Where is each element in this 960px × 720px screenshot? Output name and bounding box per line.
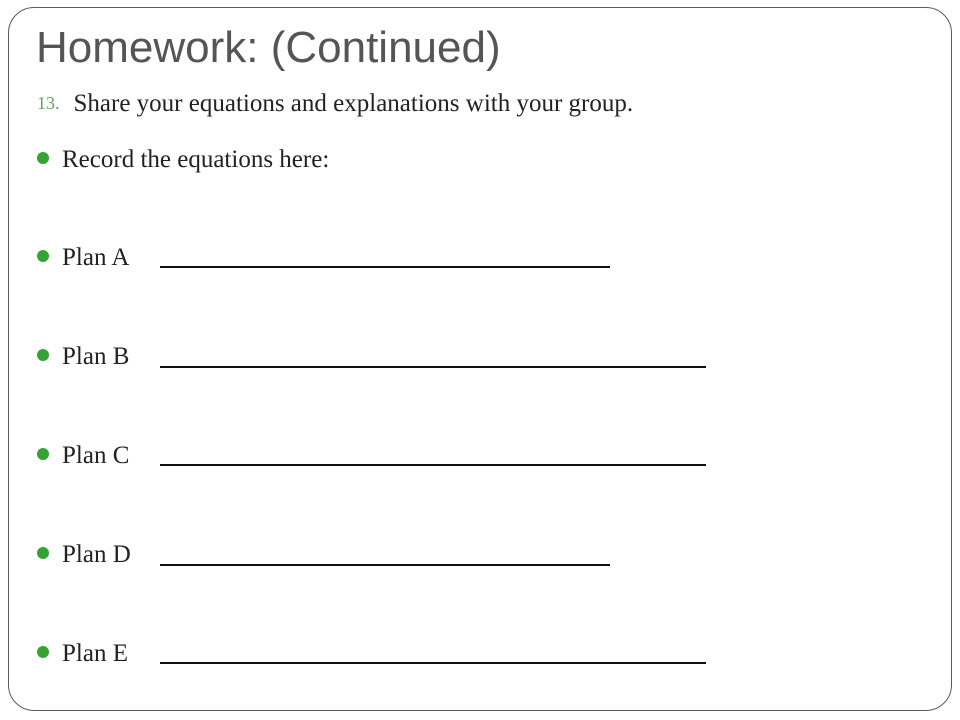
instruction-text: Record the equations here: bbox=[62, 146, 330, 173]
bullet-icon bbox=[37, 448, 49, 460]
bullet-icon bbox=[37, 547, 49, 559]
bullet-icon bbox=[37, 152, 49, 164]
plan-c-row bbox=[37, 443, 129, 468]
bullet-icon bbox=[37, 646, 49, 658]
plan-a-answer-line[interactable] bbox=[160, 266, 610, 268]
plan-a-row bbox=[37, 245, 129, 270]
plan-b-label: Plan B bbox=[62, 343, 130, 370]
plan-b-answer-line[interactable] bbox=[160, 366, 706, 368]
page-title: Homework: (Continued) bbox=[36, 23, 501, 72]
plan-d-label: Plan D bbox=[62, 541, 131, 568]
bullet-icon bbox=[37, 349, 49, 361]
plan-e-label: Plan E bbox=[62, 640, 128, 667]
item-text: Share your equations and explanations with your group. bbox=[73, 90, 634, 117]
plan-e-row bbox=[37, 641, 128, 666]
plan-e-answer-line[interactable] bbox=[160, 662, 706, 664]
plan-a-label: Plan A bbox=[62, 244, 130, 271]
plan-c-label: Plan C bbox=[62, 442, 130, 469]
plan-d-answer-line[interactable] bbox=[160, 564, 610, 566]
item-number: 13. bbox=[37, 93, 60, 113]
plan-c-answer-line[interactable] bbox=[160, 464, 706, 466]
instruction-bullet bbox=[37, 147, 329, 172]
numbered-item-13 bbox=[37, 91, 633, 116]
plan-d-row bbox=[37, 542, 131, 567]
plan-b-row bbox=[37, 344, 129, 369]
bullet-icon bbox=[37, 250, 49, 262]
